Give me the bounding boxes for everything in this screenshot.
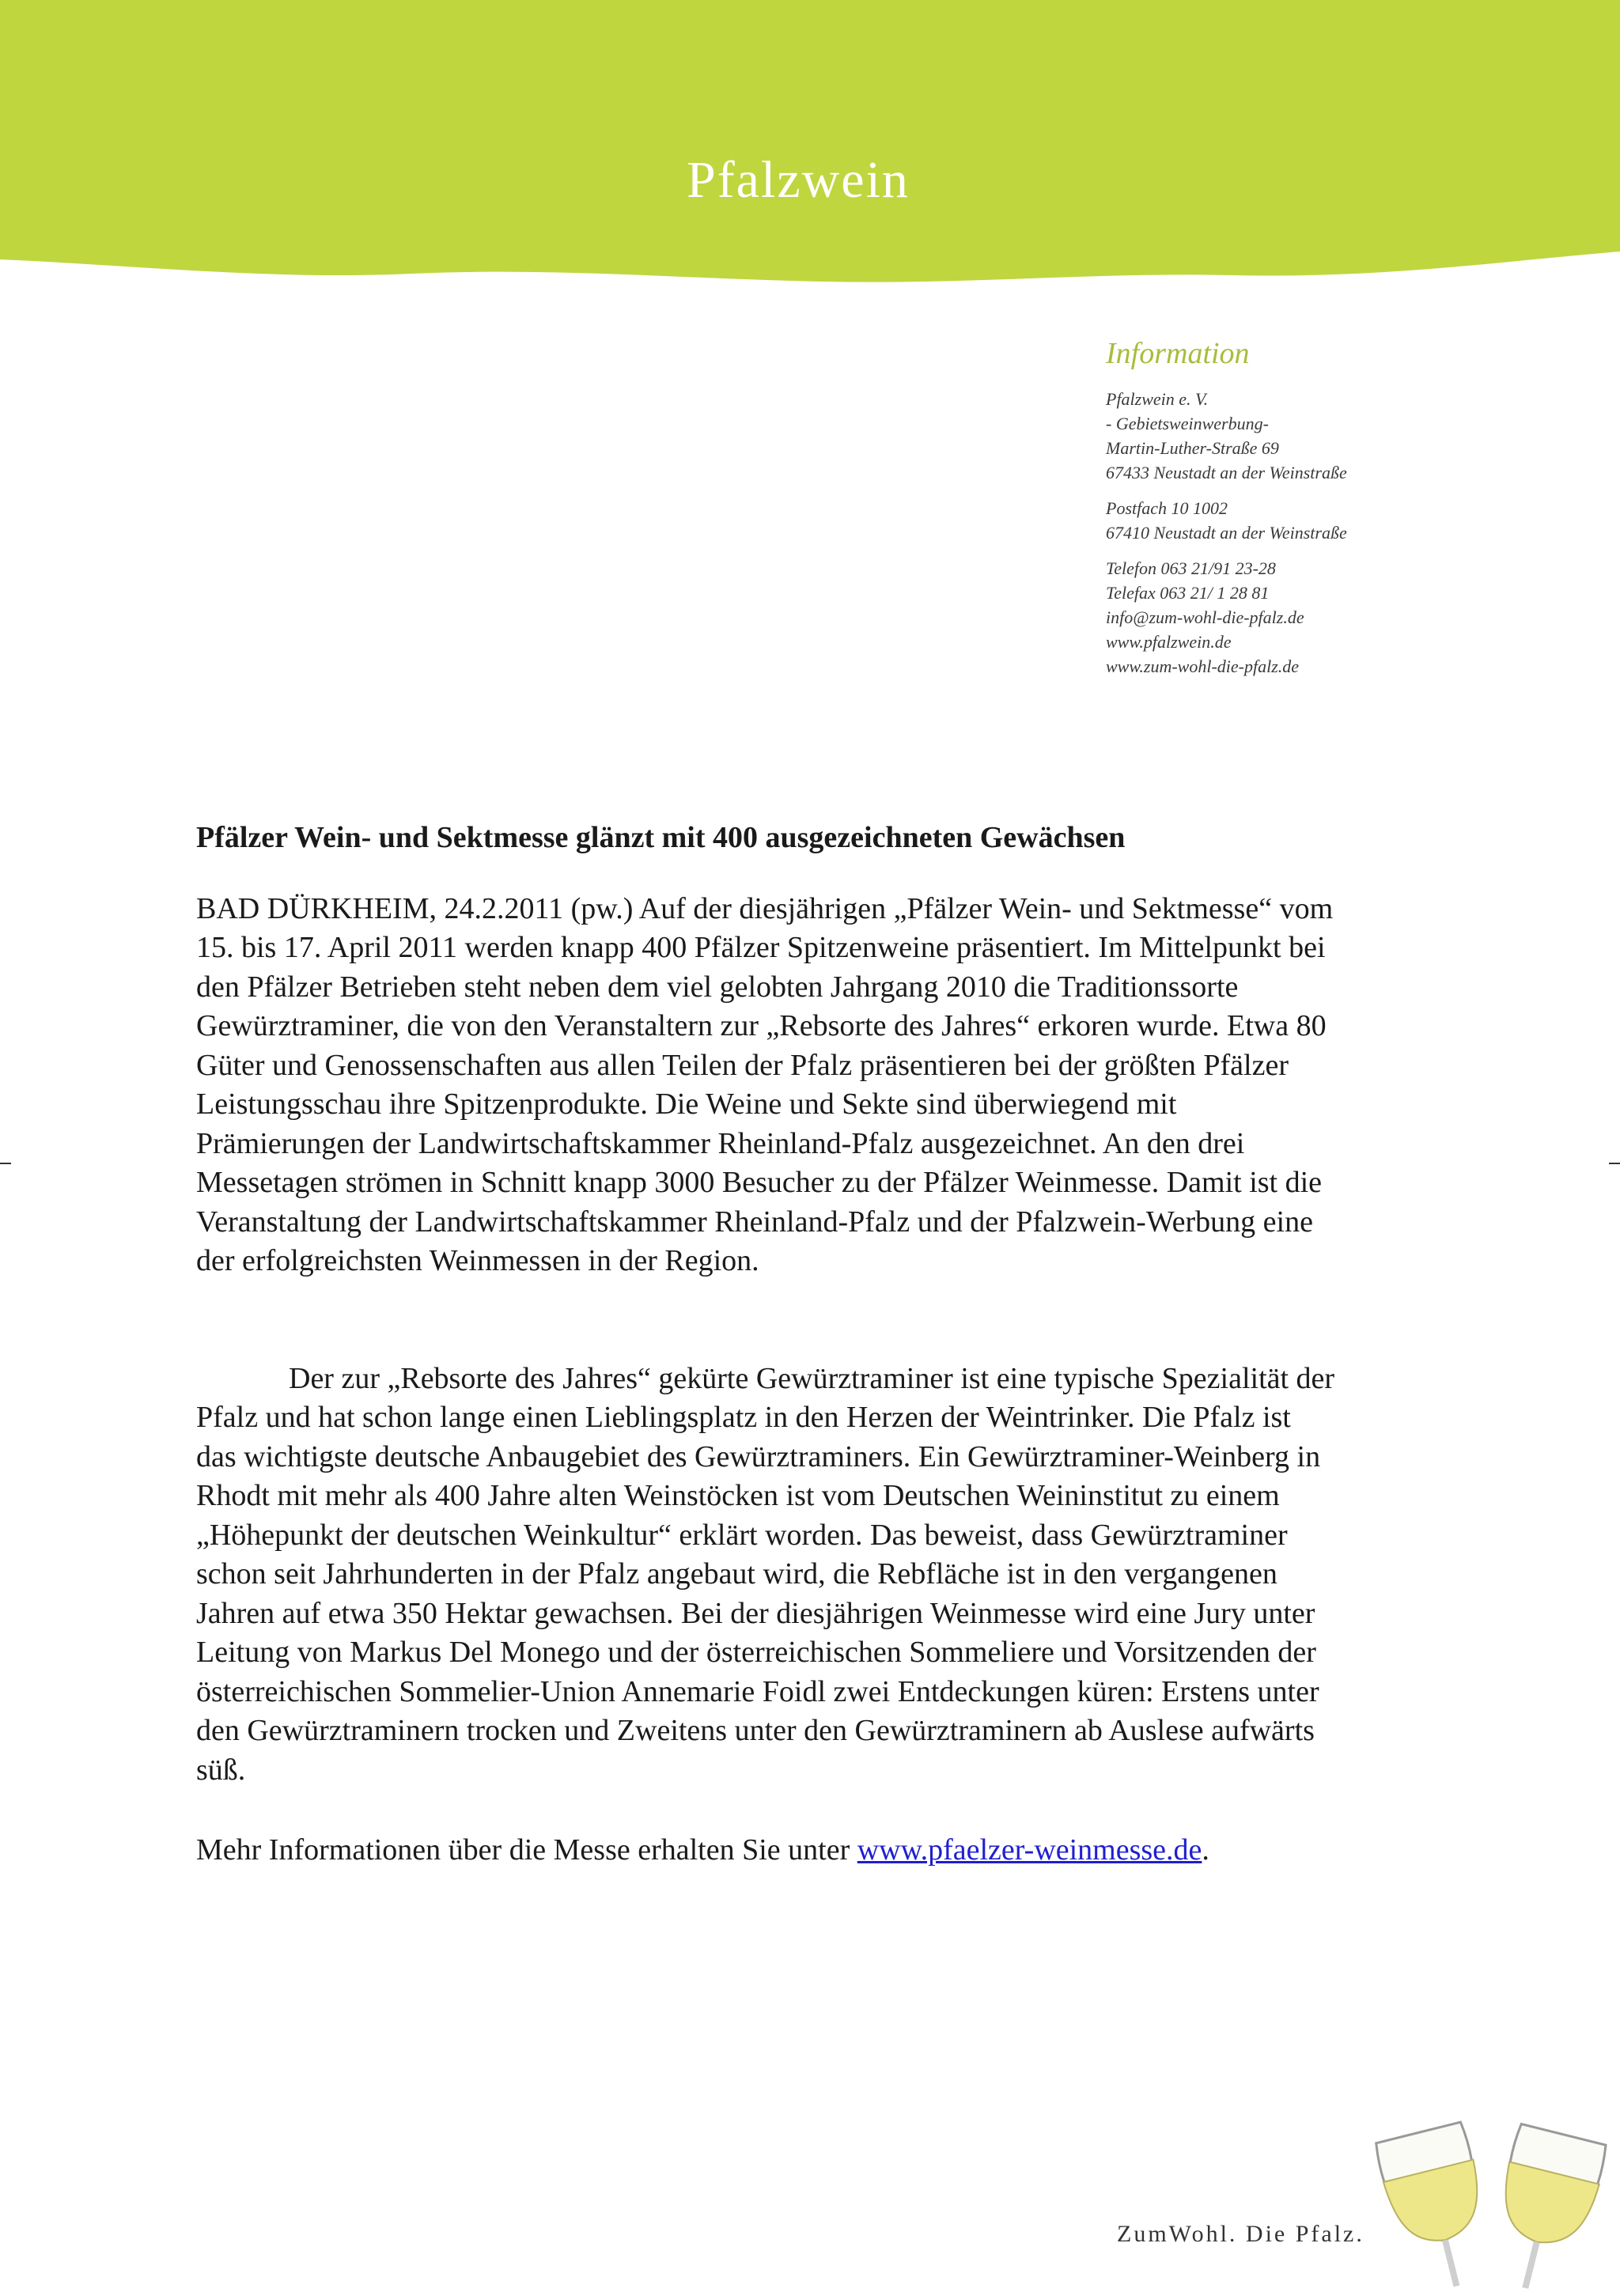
article-paragraph-1: BAD DÜRKHEIM, 24.2.2011 (pw.) Auf der diesjährigen „Pfälzer Wein- und Sektmesse“ vom 15. bis 17. April 2011 werden knapp 400 Pfälzer Spitzenweine präsentiert. Im Mittelpunkt bei den Pfälzer Betrieben steht neben dem viel gelobten Jahrgang 2010 die Traditionssorte Gewürztraminer, die von den Veranstaltern zur „Rebsorte des Jahres“ erkoren wurde. Etwa 80 Güter und Genossenschaften aus allen Teilen der Pfalz präsentieren bei der größten Pfälzer Leistungsschau ihre Spitzenprodukte. Die Weine und Sekte sind überwiegend mit Prämierungen der Landwirtschaftskammer Rheinland-Pfalz ausgezeichnet. An den drei Messetagen strömen in Schnitt knapp 3000 Besucher zu der Pfälzer Weinmesse. Damit ist die Veranstaltung der Landwirtschaftskammer Rheinland-Pfalz und der Pfalzwein-Werbung eine der erfolgreichsten Weinmessen in der Region.	[196, 891, 1334, 1277]
address-block	[1106, 387, 1580, 485]
info-title: Information	[1106, 337, 1250, 370]
crop-mark-right-mid	[1609, 1163, 1620, 1164]
fax: Telefax 063 21/ 1 28 81	[1106, 583, 1270, 603]
brand-logo: Pfalzwein	[687, 151, 910, 209]
article	[196, 819, 1335, 1870]
address-line: Martin-Luther-Straße 69	[1106, 438, 1279, 458]
article-paragraph-2: Der zur „Rebsorte des Jahres“ gekürte Gewürztraminer ist eine typische Spezialität der Pfalz und hat schon lange einen Lieblingsplatz in den Herzen der Weintrinker. Die Pfalz ist das wichtigste deutsche Anbaugebiet des Gewürztraminers. Ein Gewürztraminer-Weinberg in Rhodt mit mehr als 400 Jahre alten Weinstöcken ist vom Deutschen Weininstitut zu einem „Höhepunkt der deutschen Weinkultur“ erklärt worden. Das beweist, dass Gewürztraminer schon seit Jahrhunderten in der Pfalz angebaut wird, die Rebfläche ist in den vergangenen Jahren auf etwa 350 Hektar gewachsen. Bei der diesjährigen Weinmesse wird eine Jury unter Leitung von Markus Del Monego und der österreichischen Sommeliere und Vorsitzenden der österreichischen Sommelier-Union Annemarie Foidl zwei Entdeckungen küren: Erstens unter den Gewürztraminern trocken und Zweitens unter den Gewürztraminern ab Auslese aufwärts süß.	[196, 1361, 1335, 1787]
contact-block	[1106, 556, 1580, 679]
website: www.pfalzwein.de	[1106, 632, 1232, 652]
address-line: Pfalzwein e. V.	[1106, 389, 1209, 409]
address-line: - Gebietsweinwerbung-	[1106, 414, 1269, 433]
header-band	[0, 0, 1620, 293]
email: info@zum-wohl-die-pfalz.de	[1106, 607, 1304, 627]
wine-glasses-icon	[1361, 2116, 1614, 2296]
website: www.zum-wohl-die-pfalz.de	[1106, 656, 1300, 676]
postbox-line: Postfach 10 1002	[1106, 498, 1228, 518]
postbox-block	[1106, 496, 1580, 545]
postbox-line: 67410 Neustadt an der Weinstraße	[1106, 523, 1347, 543]
article-headline: Pfälzer Wein- und Sektmesse glänzt mit 400 ausgezeichneten Gewächsen	[196, 821, 1126, 854]
more-info-paragraph	[196, 1831, 1335, 1870]
more-info-end: .	[1202, 1833, 1209, 1867]
more-info-text: Mehr Informationen über die Messe erhalten Sie unter	[196, 1833, 857, 1867]
address-line: 67433 Neustadt an der Weinstraße	[1106, 463, 1347, 482]
footer-slogan: ZumWohl. Die Pfalz.	[1117, 2221, 1365, 2247]
info-block	[1106, 336, 1580, 690]
phone: Telefon 063 21/91 23-28	[1106, 558, 1276, 578]
crop-mark-left-mid	[0, 1163, 11, 1164]
messe-link[interactable]: www.pfaelzer-weinmesse.de	[857, 1833, 1202, 1867]
